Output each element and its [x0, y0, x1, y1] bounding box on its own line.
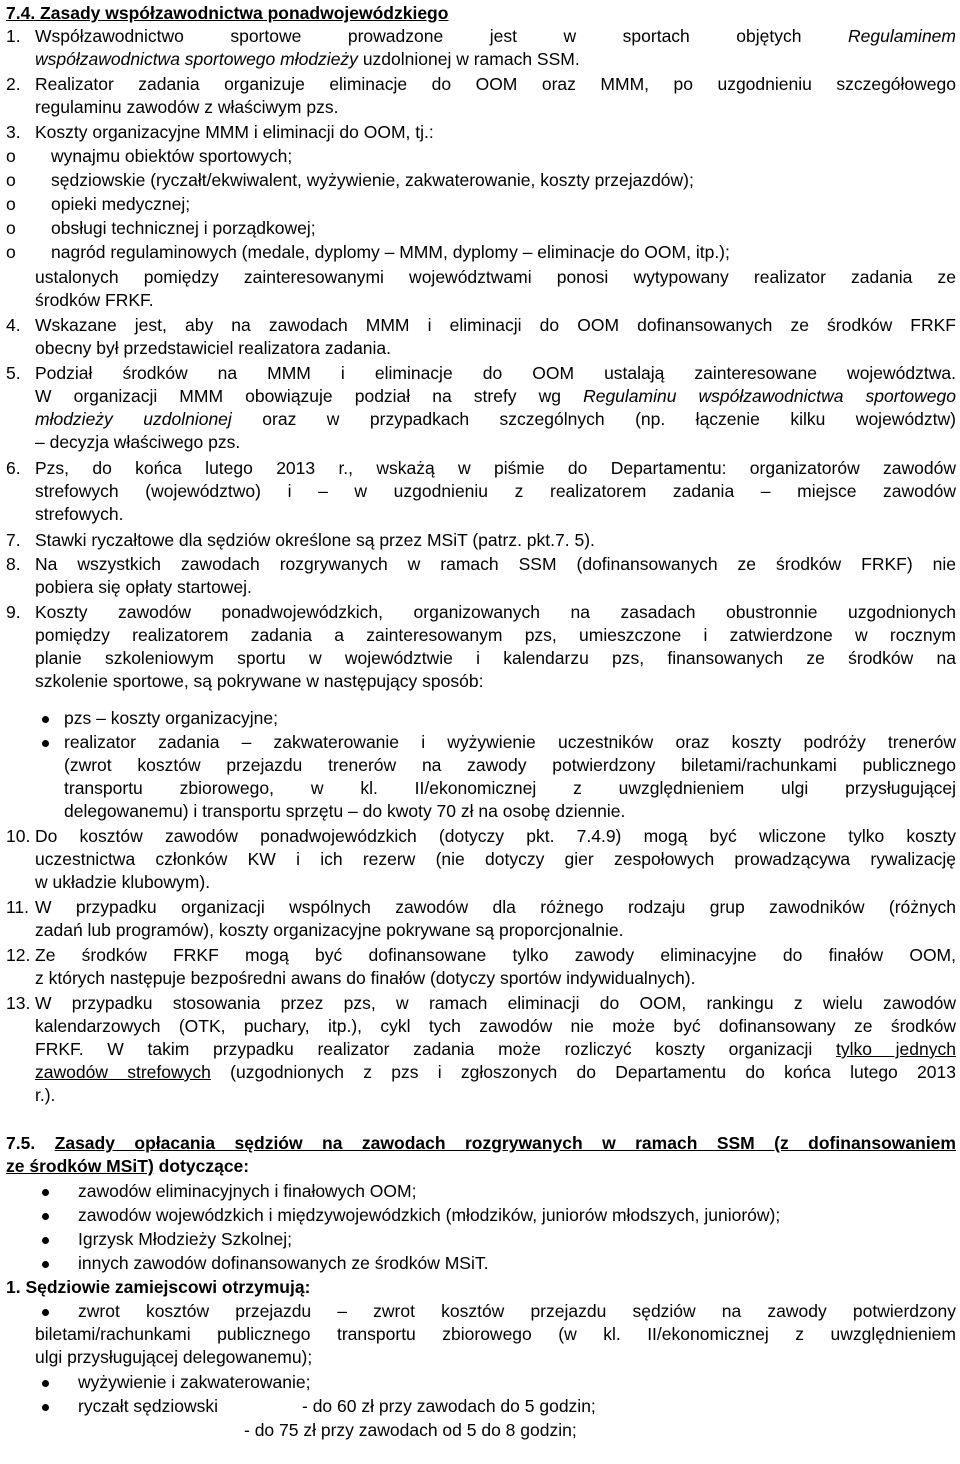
bullet-item: pzs – koszty organizacyjne;	[64, 708, 278, 728]
sub-item: obsługi technicznej i porządkowej;	[51, 218, 316, 238]
list-number: 8.	[6, 554, 21, 574]
paragraph-4: Wskazane jest, aby na zawodach MMM i eliminacji do OOM dofinansowanych ze środków FRKF	[35, 315, 956, 335]
sub-item: nagród regulaminowych (medale, dyplomy – MMM, dyplomy – eliminacje do OOM, itp.);	[51, 242, 730, 262]
list-number: 11.	[6, 897, 30, 917]
paragraph-9-line4: szkolenie sportowe, są pokrywane w następujący sposób:	[35, 671, 484, 691]
sub-marker: o	[6, 194, 16, 214]
bullet-item-cont: ulgi przysługującej delegowanemu);	[35, 1347, 313, 1367]
paragraph-2-cont: regulaminu zawodów z właściwym pzs.	[35, 97, 339, 117]
list-number: 13.	[6, 993, 31, 1013]
bullet-item-cont: (zwrot kosztów przejazdu trenerów na zawody potwierdzony biletami/rachunkami publicznego	[64, 755, 956, 775]
paragraph-12: Ze środków FRKF mogą być dofinansowane tylko zawody eliminacyjne do finałów OOM,	[35, 945, 956, 965]
paragraph-10-line2: uczestnictwa członków KW i ich rezerw (nie dotyczy gier zespołowych prowadzącywa rywalizację	[35, 849, 956, 869]
paragraph-13-line3: FRKF. W takim przypadku realizator zadania może rozliczyć koszty organizacji tylko jednych	[35, 1039, 956, 1059]
list-number: 6.	[6, 458, 21, 478]
bullet-item: zawodów wojewódzkich i międzywojewódzkich (młodzików, juniorów młodszych, juniorów);	[78, 1205, 781, 1225]
bullet-icon	[42, 1404, 49, 1411]
paragraph-9: Koszty zawodów ponadwojewódzkich, organizowanych na zasadach obustronnie uzgodnionych	[35, 602, 956, 622]
list-number: 3.	[6, 122, 21, 142]
sub-marker: o	[6, 146, 16, 166]
paragraph-9-line3: planie szkoleniowym sportu w województwie i kalendarzu pzs, finansowanych ze środków na	[35, 648, 956, 668]
bullet-icon	[42, 1213, 49, 1220]
paragraph-9-line2: pomiędzy realizatorem zadania a zainteresowanym pzs, umieszczone i zatwierdzone w rocznym	[35, 625, 956, 645]
paragraph-2: Realizator zadania organizuje eliminacje do OOM oraz MMM, po uzgodnieniu szczegółowego	[35, 74, 956, 94]
bullet-item: zwrot kosztów przejazdu – zwrot kosztów przejazdu sędziów na zawody potwierdzony	[78, 1301, 956, 1321]
list-number: 7.	[6, 530, 21, 550]
paragraph-8-cont: pobiera się opłaty startowej.	[35, 577, 252, 597]
paragraph-5-line2: W organizacji MMM obowiązuje podział na strefy wg Regulaminu współzawodnictwa sportowego	[35, 386, 956, 406]
bullet-icon	[42, 1380, 49, 1387]
paragraph-13-line5: r.).	[35, 1085, 56, 1105]
bullet-item-cont: delegowanemu) i transportu sprzętu – do kwoty 70 zł na osobę dziennie.	[64, 801, 626, 821]
bullet-item-cont: transportu zbiorowego, w kl. II/ekonomicznej z uwzględnieniem ulgi przysługującej	[64, 778, 956, 798]
subsection-heading-1: 1. Sędziowie zamiejscowi otrzymują:	[6, 1277, 311, 1297]
paragraph-11-cont: zadań lub programów), koszty organizacyjne pokrywane są proporcjonalnie.	[35, 920, 624, 940]
paragraph-8: Na wszystkich zawodach rozgrywanych w ramach SSM (dofinansowanych ze środków FRKF) nie	[35, 554, 956, 574]
paragraph-13-line2: kalendarzowych (OTK, puchary, itp.), cykl tych zawodów nie może być dofinansowany ze środków	[35, 1016, 956, 1036]
list-number: 9.	[6, 602, 21, 622]
list-number: 1.	[6, 26, 21, 46]
bullet-icon	[42, 1309, 49, 1316]
paragraph-13-line4: zawodów strefowych (uzgodnionych z pzs i zgłoszonych do Departamentu do końca lutego 2013	[35, 1062, 956, 1082]
section-heading-7-5-cont: ze środków MSiT) dotyczące:	[6, 1156, 250, 1176]
bullet-icon	[42, 740, 49, 747]
paragraph-3: Koszty organizacyjne MMM i eliminacji do OOM, tj.:	[35, 122, 434, 142]
paragraph-3-tail-cont: środków FRKF.	[35, 290, 154, 310]
bullet-icon	[42, 1261, 49, 1268]
section-heading-7-4: 7.4. Zasady współzawodnictwa ponadwojewódzkiego	[6, 3, 449, 23]
sub-item: wynajmu obiektów sportowych;	[51, 146, 293, 166]
paragraph-10-line3: w układzie klubowym).	[35, 872, 211, 892]
rate-line: - do 75 zł przy zawodach od 5 do 8 godzin;	[244, 1420, 577, 1440]
paragraph-5-line3: młodzieży uzdolnionej oraz w przypadkach szczególnych (np. łączenie kilku województw)	[35, 409, 956, 429]
bullet-item: ryczałt sędziowski	[78, 1396, 219, 1416]
paragraph-12-cont: z których następuje bezpośredni awans do finałów (dotyczy sportów indywidualnych).	[35, 968, 696, 988]
sub-marker: o	[6, 242, 16, 262]
paragraph-13: W przypadku stosowania przez pzs, w ramach eliminacji do OOM, rankingu z wielu zawodów	[35, 993, 956, 1013]
paragraph-5-line4: – decyzja właściwego pzs.	[35, 432, 241, 452]
paragraph-5: Podział środków na MMM i eliminacje do OOM ustalają zainteresowane województwa.	[35, 363, 956, 383]
bullet-item: realizator zadania – zakwaterowanie i wyżywienie uczestników oraz koszty podróży trenerów	[64, 732, 956, 752]
paragraph-11: W przypadku organizacji wspólnych zawodów dla różnego rodzaju grup zawodników (różnych	[35, 897, 956, 917]
paragraph-6: Pzs, do końca lutego 2013 r., wskażą w piśmie do Departamentu: organizatorów zawodów	[35, 458, 956, 478]
section-heading-7-5: 7.5. Zasady opłacania sędziów na zawodach rozgrywanych w ramach SSM (z dofinansowaniem	[6, 1133, 956, 1153]
paragraph-7: Stawki ryczałtowe dla sędziów określone są przez MSiT (patrz. pkt.7. 5).	[35, 530, 595, 550]
paragraph-6-line2: strefowych (województwo) i – w uzgodnieniu z realizatorem zadania – miejsce zawodów	[35, 481, 956, 501]
rate-line: - do 60 zł przy zawodach do 5 godzin;	[302, 1396, 596, 1416]
list-number: 4.	[6, 315, 21, 335]
bullet-item: Igrzysk Młodzieży Szkolnej;	[78, 1229, 292, 1249]
paragraph-1: Współzawodnictwo sportowe prowadzone jest w sportach objętych Regulaminem	[35, 26, 956, 46]
bullet-item: innych zawodów dofinansowanych ze środków MSiT.	[78, 1253, 489, 1273]
bullet-item: wyżywienie i zakwaterowanie;	[78, 1372, 311, 1392]
bullet-icon	[42, 1189, 49, 1196]
paragraph-3-tail: ustalonych pomiędzy zainteresowanymi województwami ponosi wytypowany realizator zadania ze	[35, 267, 956, 287]
sub-item: opieki medycznej;	[51, 194, 191, 214]
sub-marker: o	[6, 170, 16, 190]
paragraph-4-cont: obecny był przedstawiciel realizatora zadania.	[35, 338, 392, 358]
paragraph-1-cont: współzawodnictwa sportowego młodzieży uzdolnionej w ramach SSM.	[35, 49, 580, 69]
bullet-item: zawodów eliminacyjnych i finałowych OOM;	[78, 1181, 417, 1201]
sub-item: sędziowskie (ryczałt/ekwiwalent, wyżywienie, zakwaterowanie, koszty przejazdów);	[51, 170, 694, 190]
bullet-icon	[42, 716, 49, 723]
bullet-item-cont: biletami/rachunkami publicznego transportu zbiorowego (w kl. II/ekonomicznej z uwzględnieniem	[35, 1324, 956, 1344]
paragraph-6-line3: strefowych.	[35, 504, 124, 524]
list-number: 10.	[6, 826, 31, 846]
paragraph-10: Do kosztów zawodów ponadwojewódzkich (dotyczy pkt. 7.4.9) mogą być wliczone tylko koszty	[35, 826, 956, 846]
list-number: 5.	[6, 363, 21, 383]
list-number: 12.	[6, 945, 31, 965]
bullet-icon	[42, 1237, 49, 1244]
sub-marker: o	[6, 218, 16, 238]
list-number: 2.	[6, 74, 21, 94]
